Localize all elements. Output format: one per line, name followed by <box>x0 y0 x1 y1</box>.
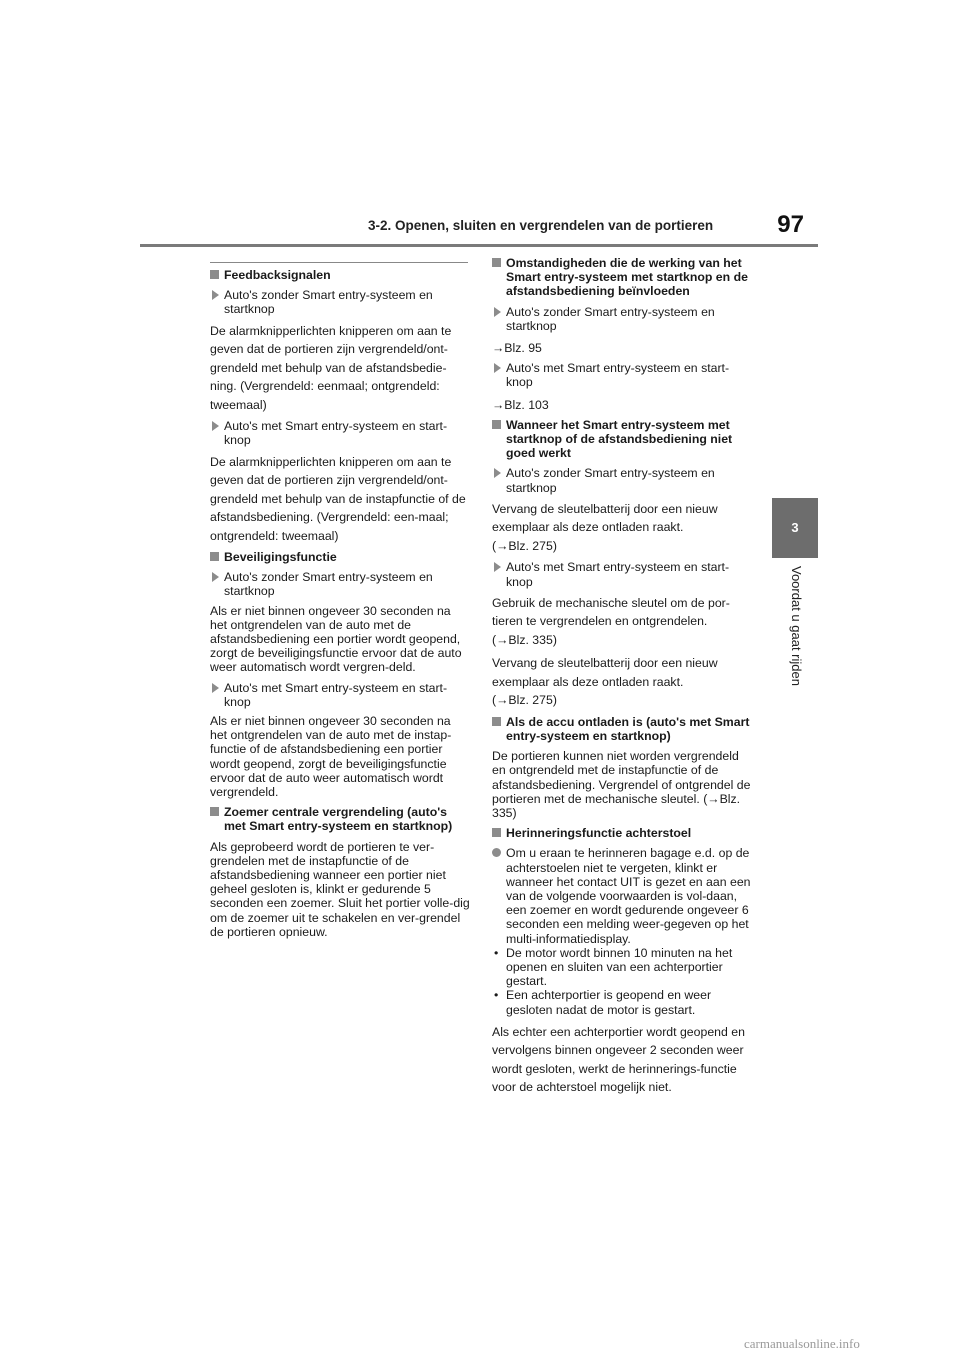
subheading: Auto's zonder Smart entry-systeem en startknop <box>210 570 470 598</box>
page-reference: (→Blz. 335) <box>492 632 557 647</box>
column-rule <box>210 262 468 263</box>
subheading: Auto's met Smart entry-systeem en start-knop <box>210 419 470 447</box>
header-rule <box>140 244 818 247</box>
subheading: Auto's met Smart entry-systeem en start-knop <box>210 681 470 709</box>
subheading: Auto's zonder Smart entry-systeem en startknop <box>210 288 470 316</box>
page-reference: (→Blz. 275) <box>492 538 557 553</box>
chapter-label: Voordat u gaat rijden <box>789 566 804 686</box>
paragraph: Gebruik de mechanische sleutel om de por-tieren te vergrendelen en ontgrendelen. <box>492 595 730 629</box>
right-column <box>492 256 752 1102</box>
page-number: 97 <box>777 211 804 238</box>
heading-security: Beveiligingsfunctie <box>210 550 470 564</box>
bullet-item: • Een achterportier is geopend en weer gesloten nadat de motor is gestart. <box>492 988 752 1016</box>
watermark: carmanualsonline.info <box>744 1336 860 1351</box>
bullet-item: • De motor wordt binnen 10 minuten na het openen en sluiten van een achterportier gestart. <box>492 946 752 989</box>
subheading: Auto's met Smart entry-systeem en start-knop <box>492 361 752 389</box>
heading-malfunction: Wanneer het Smart entry-systeem met startknop of de afstandsbediening niet goed werkt <box>492 418 752 461</box>
paragraph: Als er niet binnen ongeveer 30 seconden na het ontgrendelen van de auto met de afstandsbediening een portier wordt geopend, zorgt de beveiligingsfunctie ervoor dat de auto weer automatisch wordt vergren-deld. <box>210 603 462 675</box>
page-reference: →Blz. 95 <box>492 341 542 356</box>
paragraph: Als echter een achterportier wordt geopend en vervolgens binnen ongeveer 2 seconden weer wordt gesloten, werkt de herinnerings-functie voor de achterstoel mogelijk niet. <box>492 1024 745 1095</box>
paragraph: De alarmknipperlichten knipperen om aan te geven dat de portieren zijn vergrendeld/ont-grendeld met behulp van de afstandsbedie-ning. (Vergrendeld: eenmaal; ontgrendeld: tweemaal) <box>210 323 452 412</box>
heading-rear-seat-reminder: Herinneringsfunctie achterstoel <box>492 826 752 840</box>
paragraph: Als er niet binnen ongeveer 30 seconden na het ontgrendelen van de auto met de instap-functie of de afstandsbediening een portier wordt geopend, zorgt de beveiligingsfunctie ervoor dat de auto weer automatisch wordt vergrendeld. <box>210 714 452 800</box>
page-reference: →Blz. 103 <box>492 397 549 412</box>
left-column <box>210 268 470 945</box>
heading-conditions: Omstandigheden die de werking van het Smart entry-systeem met startknop en de afstandsbediening beïnvloeden <box>492 256 752 299</box>
paragraph: Vervang de sleutelbatterij door een nieuw exemplaar als deze ontladen raakt. <box>492 501 718 535</box>
subheading: Auto's met Smart entry-systeem en start-knop <box>492 560 752 588</box>
subheading: Auto's zonder Smart entry-systeem en startknop <box>492 305 752 333</box>
heading-buzzer: Zoemer centrale vergrendeling (auto's met Smart entry-systeem en startknop) <box>210 805 470 833</box>
paragraph: Als geprobeerd wordt de portieren te ver-grendelen met de instapfunctie of de afstandsbediening wanneer een portier niet geheel gesloten is, klinkt er gedurende 5 seconden een zoemer. Sluit het portier volle-dig om de zoemer uit te schakelen en ver-grendel de portieren opnieuw. <box>210 839 470 939</box>
page-reference: (→Blz. 275) <box>492 693 557 708</box>
paragraph: De portieren kunnen niet worden vergrendeld en ontgrendeld met de instapfunctie of de afstandsbediening. Vergrendel of ontgrendel de portieren met de mechanische sleutel. (→Blz. 335) <box>492 749 751 820</box>
paragraph: De alarmknipperlichten knipperen om aan te geven dat de portieren zijn vergrendeld/ont-grendeld met behulp van de instapfunctie of de afstandsbediening. (Vergrendeld: een-maal; ontgrendeld: tweemaal) <box>210 454 466 543</box>
chapter-tab: 3 <box>772 498 818 558</box>
section-title: 3-2. Openen, sluiten en vergrendelen van de portieren <box>368 218 714 233</box>
heading-feedback: Feedbacksignalen <box>210 268 470 282</box>
heading-battery: Als de accu ontladen is (auto's met Smart entry-systeem en startknop) <box>492 715 752 743</box>
subheading: Auto's zonder Smart entry-systeem en startknop <box>492 466 752 494</box>
circle-item: Om u eraan te herinneren bagage e.d. op de achterstoelen niet te vergeten, klinkt er wanneer het contact UIT is gezet en aan een van de volgende voorwaarden is vol-daan, een zoemer en wordt gedurende ongeveer 6 seconden een melding weer-gegeven op het multi-informatiedisplay. <box>492 846 752 945</box>
paragraph: Vervang de sleutelbatterij door een nieuw exemplaar als deze ontladen raakt. <box>492 656 718 689</box>
